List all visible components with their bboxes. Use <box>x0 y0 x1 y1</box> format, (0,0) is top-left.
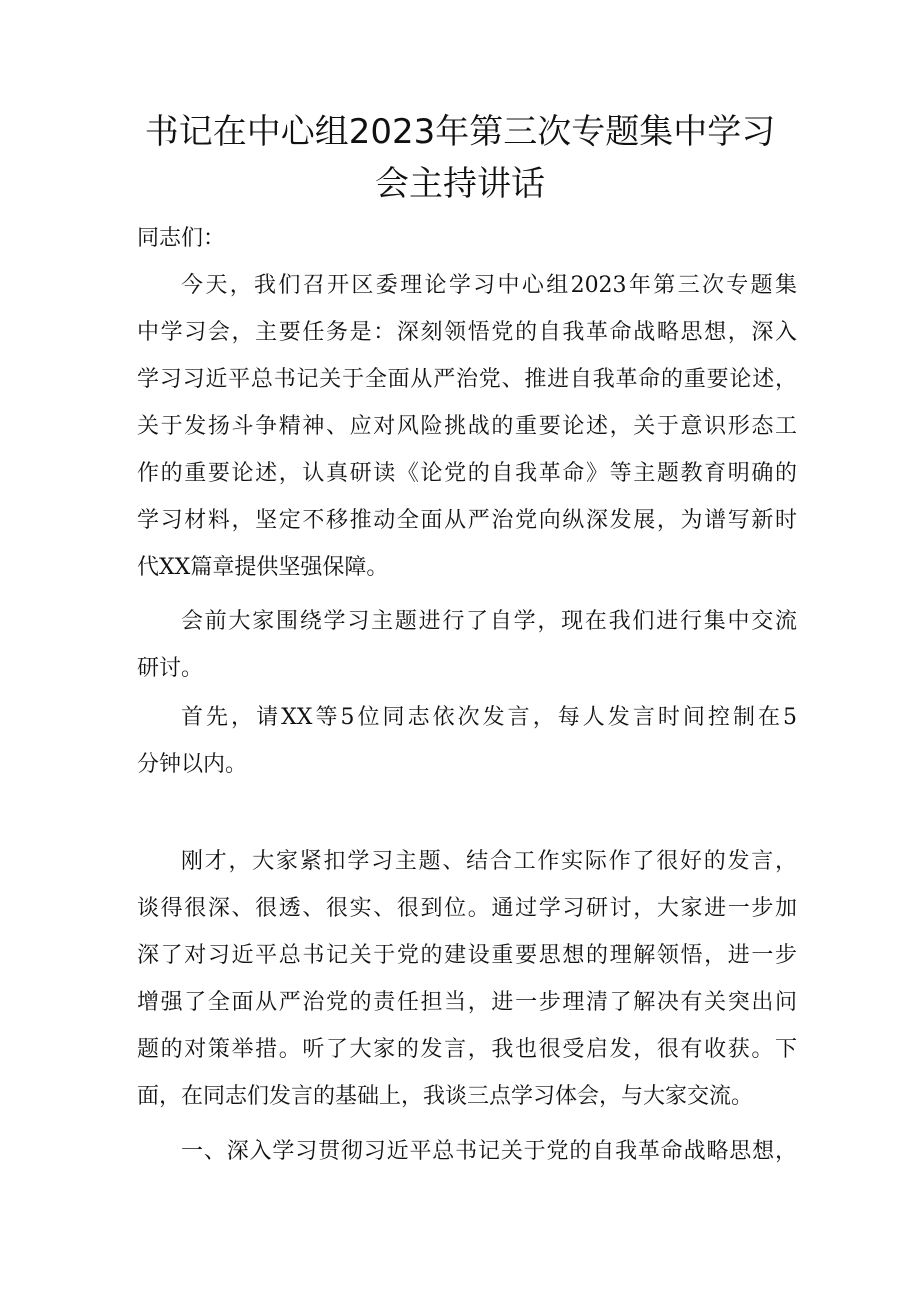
paragraph-line: 会前大家围绕学习主题进行了自学，现在我们进行集中交流 <box>181 609 797 634</box>
document-title-line-1: 书记在中心组2023年第三次专题集中学习 <box>144 112 776 152</box>
paragraph-line: 谈得很深、很透、很实、很到位。通过学习研讨，大家进一步加 <box>137 896 797 921</box>
section-heading-one <box>137 1128 797 1175</box>
paragraph-line: 代XX篇章提供坚强保障。 <box>137 555 389 580</box>
paragraph-line: 刚才，大家紧扣学习主题、结合工作实际作了很好的发言， <box>181 849 797 874</box>
paragraph-line: 研讨。 <box>137 656 204 681</box>
paragraph-speakers <box>137 694 797 788</box>
paragraph-line: 题的对策举措。听了大家的发言，我也很受启发，很有收获。下 <box>137 1037 797 1062</box>
paragraph-line: 学习习近平总书记关于全面从严治党、推进自我革命的重要论述， <box>137 367 797 392</box>
paragraph-line: 学习材料，坚定不移推动全面从严治党向纵深发展，为谱写新时 <box>137 508 797 533</box>
paragraph-line: 增强了全面从严治党的责任担当，进一步理清了解决有关突出问 <box>137 990 797 1015</box>
paragraph-line: 首先，请XX等5位同志依次发言，每人发言时间控制在5 <box>181 705 797 730</box>
document-title-line-2: 会主持讲话 <box>375 164 545 204</box>
paragraph-self-study <box>137 598 797 692</box>
paragraph-line: 面，在同志们发言的基础上，我谈三点学习体会，与大家交流。 <box>137 1084 754 1109</box>
salutation: 同志们： <box>137 226 226 251</box>
paragraph-line: 作的重要论述，认真研读《论党的自我革命》等主题教育明确的 <box>137 461 797 486</box>
paragraph-line: 深了对习近平总书记关于党的建设重要思想的理解领悟，进一步 <box>137 943 797 968</box>
paragraph-line: 今天，我们召开区委理论学习中心组2023年第三次专题集 <box>181 273 797 298</box>
paragraph-summary <box>137 838 797 1120</box>
paragraph-line: 关于发扬斗争精神、应对风险挑战的重要论述，关于意识形态工 <box>137 414 797 439</box>
paragraph-line: 分钟以内。 <box>137 752 248 777</box>
paragraph-line: 一、深入学习贯彻习近平总书记关于党的自我革命战略思想， <box>181 1139 797 1164</box>
paragraph-line: 中学习会，主要任务是：深刻领悟党的自我革命战略思想，深入 <box>137 320 797 345</box>
paragraph-opening <box>137 262 797 591</box>
